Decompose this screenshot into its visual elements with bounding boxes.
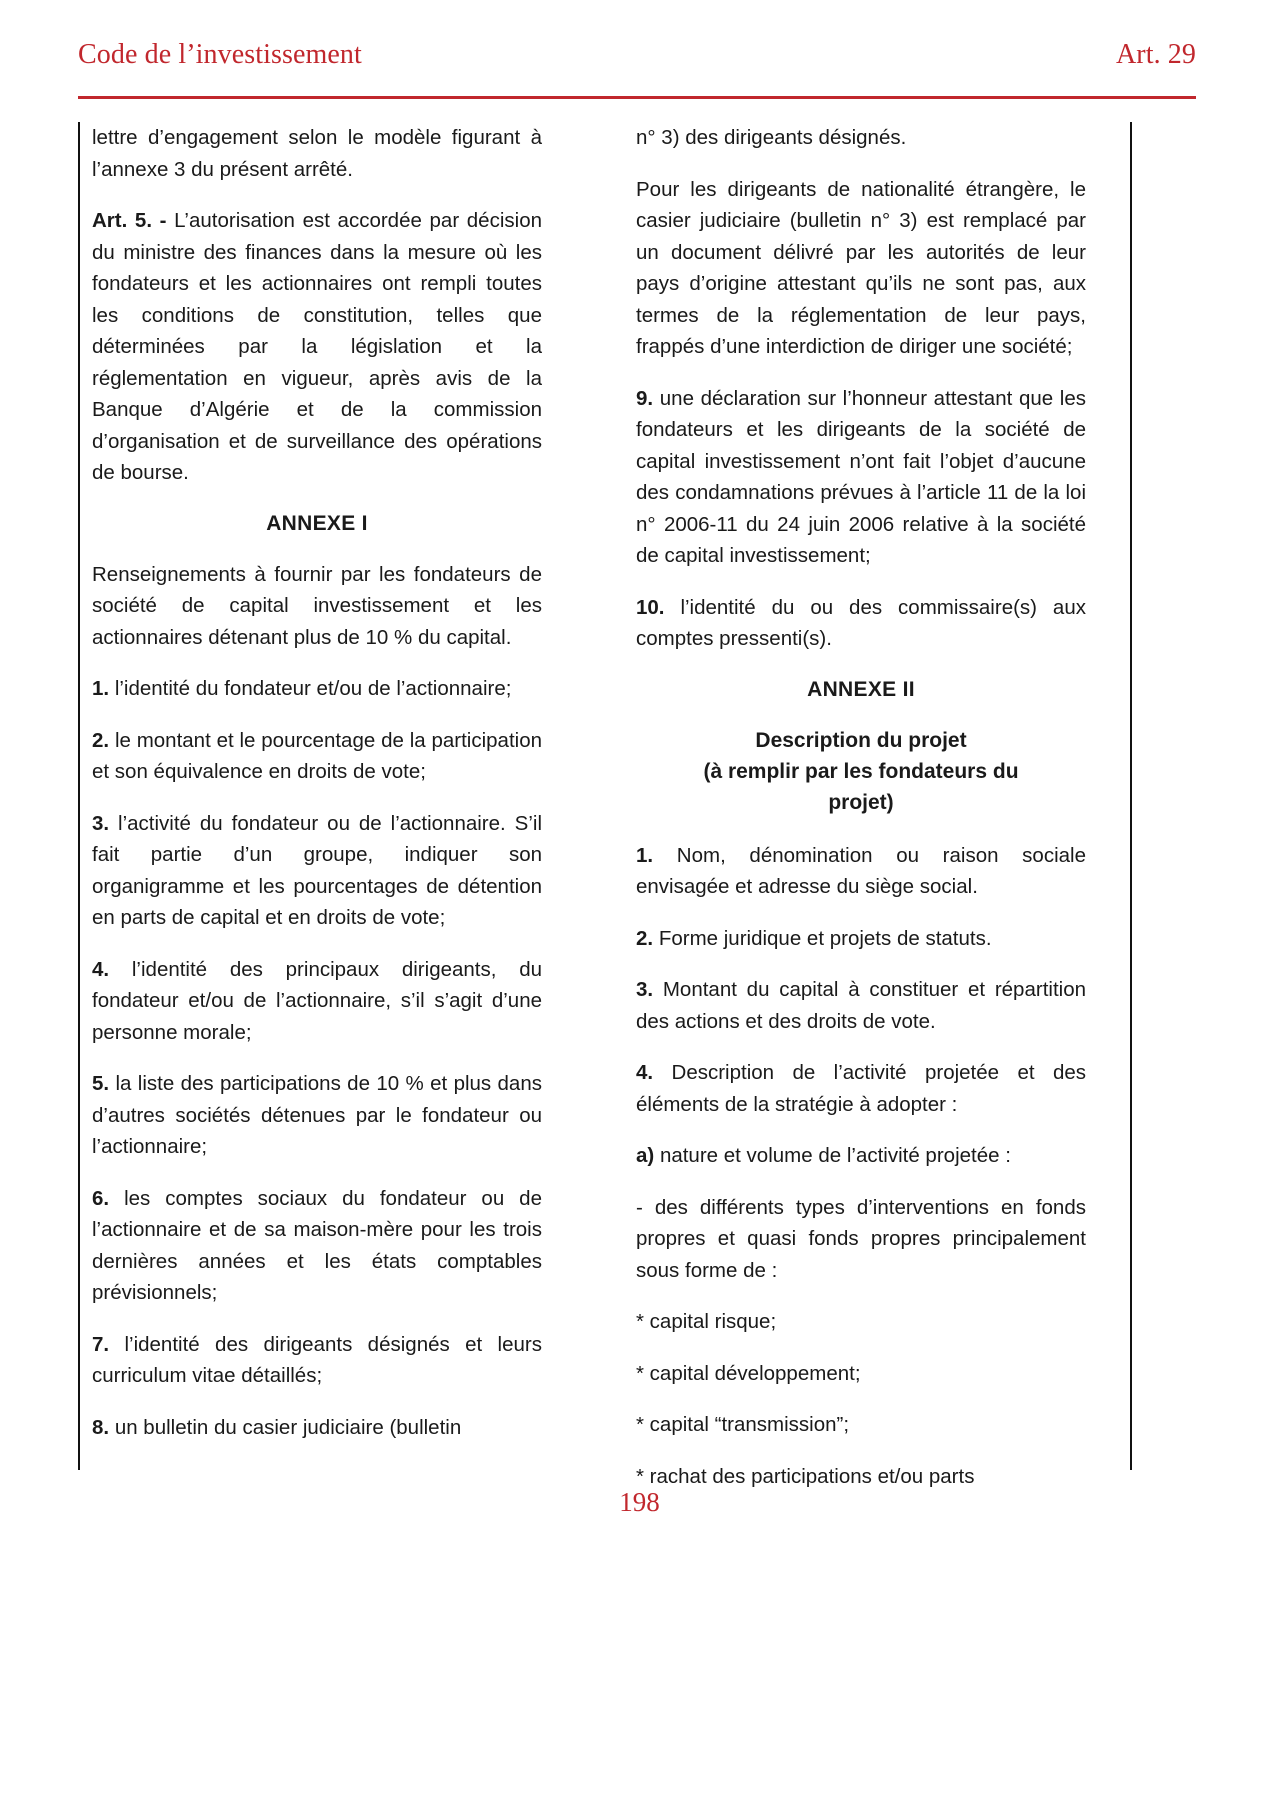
list-item: [92, 1329, 542, 1392]
item-text: Nom, dénomination ou raison sociale envisagée et adresse du siège social.: [636, 843, 1086, 898]
star-item: * capital risque;: [636, 1310, 777, 1333]
dash-item: - des différents types d’interventions en fonds propres et quasi fonds propres principalement sous forme de :: [636, 1195, 1086, 1282]
list-item: [92, 808, 542, 934]
art-5-spacer: [167, 209, 175, 232]
item-number: 2.: [636, 926, 654, 950]
item-number: 10.: [636, 595, 665, 619]
list-item: [636, 923, 1086, 955]
item-number: 1.: [92, 677, 110, 700]
list-item: [636, 840, 1086, 903]
item-number: 4.: [636, 1061, 654, 1084]
item-number: 8.: [92, 1415, 110, 1439]
subtitle-line-3: projet): [828, 790, 894, 814]
header-rule: [78, 96, 1196, 99]
list-item: [636, 592, 1086, 655]
item-number: 1.: [636, 843, 654, 867]
item-number: 9.: [636, 386, 654, 410]
item-text: le montant et le pourcentage de la participation et son équivalence en droits de vote;: [92, 728, 542, 783]
list-item: [92, 1412, 542, 1444]
item-number: 3.: [92, 811, 110, 835]
list-item: [636, 1140, 1086, 1172]
right-column: [622, 122, 1087, 1488]
item-number: a): [636, 1144, 655, 1167]
annexe-i-intro: Renseignements à fournir par les fondateurs de société de capital investissement et les actionnaires détenant plus de 10 % du capital.: [92, 562, 542, 649]
item-number: 3.: [636, 978, 654, 1001]
item-number: 7.: [92, 1332, 110, 1356]
list-item: [92, 673, 542, 705]
list-item: [92, 725, 542, 788]
item-text: nature et volume de l’activité projetée :: [659, 1144, 1011, 1167]
paragraph-lettre-engagement: lettre d’engagement selon le modèle figurant à l’annexe 3 du présent arrêté.: [92, 126, 542, 181]
item-number: 5.: [92, 1072, 110, 1095]
paragraph-art-5: [92, 205, 542, 489]
paragraph-dirigeants-etrangers: Pour les dirigeants de nationalité étrangère, le casier judiciaire (bulletin n° 3) est remplacé par un document délivré par les autorités de leur pays d’origine attestant qu’ils ne sont pas, aux termes de la réglementation de leur pays, frappés d’une interdiction de diriger une société;: [636, 177, 1086, 358]
item-text: l’identité du fondateur et/ou de l’actionnaire;: [114, 677, 512, 700]
item-text: l’identité du ou des commissaire(s) aux comptes pressenti(s).: [636, 595, 1086, 650]
page-number: 198: [619, 1487, 660, 1517]
item-text: Montant du capital à constituer et répartition des actions et des droits de vote.: [636, 978, 1086, 1033]
list-item: [92, 1183, 542, 1309]
right-column-rule: [1130, 122, 1132, 1470]
item-text: Forme juridique et projets de statuts.: [658, 926, 992, 950]
header-article-ref: Art. 29: [1115, 39, 1196, 70]
annexe-ii-heading: ANNEXE II: [807, 677, 915, 701]
paragraph-continuation: n° 3) des dirigeants désignés.: [636, 126, 907, 149]
item-number: 6.: [92, 1186, 110, 1210]
item-text: l’activité du fondateur ou de l’actionnaire. S’il fait partie d’un groupe, indiquer son organigramme et les pourcentages de détention en parts de capital et en droits de vote;: [92, 811, 542, 929]
star-item: * capital “transmission”;: [636, 1413, 850, 1436]
left-column-rule: [78, 122, 80, 1470]
body-columns: [78, 122, 1196, 1488]
star-item: * rachat des participations et/ou parts: [636, 1464, 975, 1488]
item-text: une déclaration sur l’honneur attestant que les fondateurs et les dirigeants de la société de capital investissement n’ont fait l’objet d’aucune des condamnations prévues à l’article 11 de la loi n° 2006-11 du 24 juin 2006 relative à la société de capital investissement;: [636, 386, 1087, 567]
subtitle-line-1: Description du projet: [755, 728, 967, 752]
header-title: Code de l’investissement: [78, 39, 362, 70]
annexe-i-heading: ANNEXE I: [266, 511, 368, 535]
list-item: [636, 974, 1086, 1037]
item-text: Description de l’activité projetée et des éléments de la stratégie à adopter :: [636, 1061, 1086, 1116]
item-text: les comptes sociaux du fondateur ou de l’actionnaire et de sa maison-mère pour les trois dernières années et les états comptables prévisionnels;: [92, 1186, 542, 1304]
item-text: l’identité des principaux dirigeants, du fondateur et/ou de l’actionnaire, s’il s’agit d’une personne morale;: [92, 957, 542, 1044]
item-text: un bulletin du casier judiciaire (bulletin: [114, 1415, 462, 1439]
left-column: [78, 122, 542, 1470]
item-text: la liste des participations de 10 % et plus dans d’autres sociétés détenues par le fondateur ou l’actionnaire;: [92, 1072, 542, 1158]
list-item: [636, 383, 1086, 572]
annexe-ii-subtitle: [636, 725, 1086, 818]
list-item: [92, 954, 542, 1049]
art-5-label: Art. 5. -: [92, 209, 167, 232]
art-5-text: L’autorisation est accordée par décision du ministre des finances dans la mesure où les fondateurs et les actionnaires ont rempli toutes les conditions de constitution, telles que déterminées par la législation et la réglementation en vigueur, après avis de la Banque d’Algérie et de la commission d’organisation et de surveillance des opérations de bourse.: [92, 209, 542, 484]
subtitle-line-2: (à remplir par les fondateurs du: [703, 759, 1019, 783]
list-item: [92, 1068, 542, 1163]
item-number: 4.: [92, 957, 110, 981]
list-item: [636, 1057, 1086, 1120]
star-item: * capital développement;: [636, 1361, 861, 1385]
running-header: [78, 38, 1196, 82]
item-number: 2.: [92, 728, 110, 752]
item-text: l’identité des dirigeants désignés et leurs curriculum vitae détaillés;: [92, 1332, 542, 1387]
